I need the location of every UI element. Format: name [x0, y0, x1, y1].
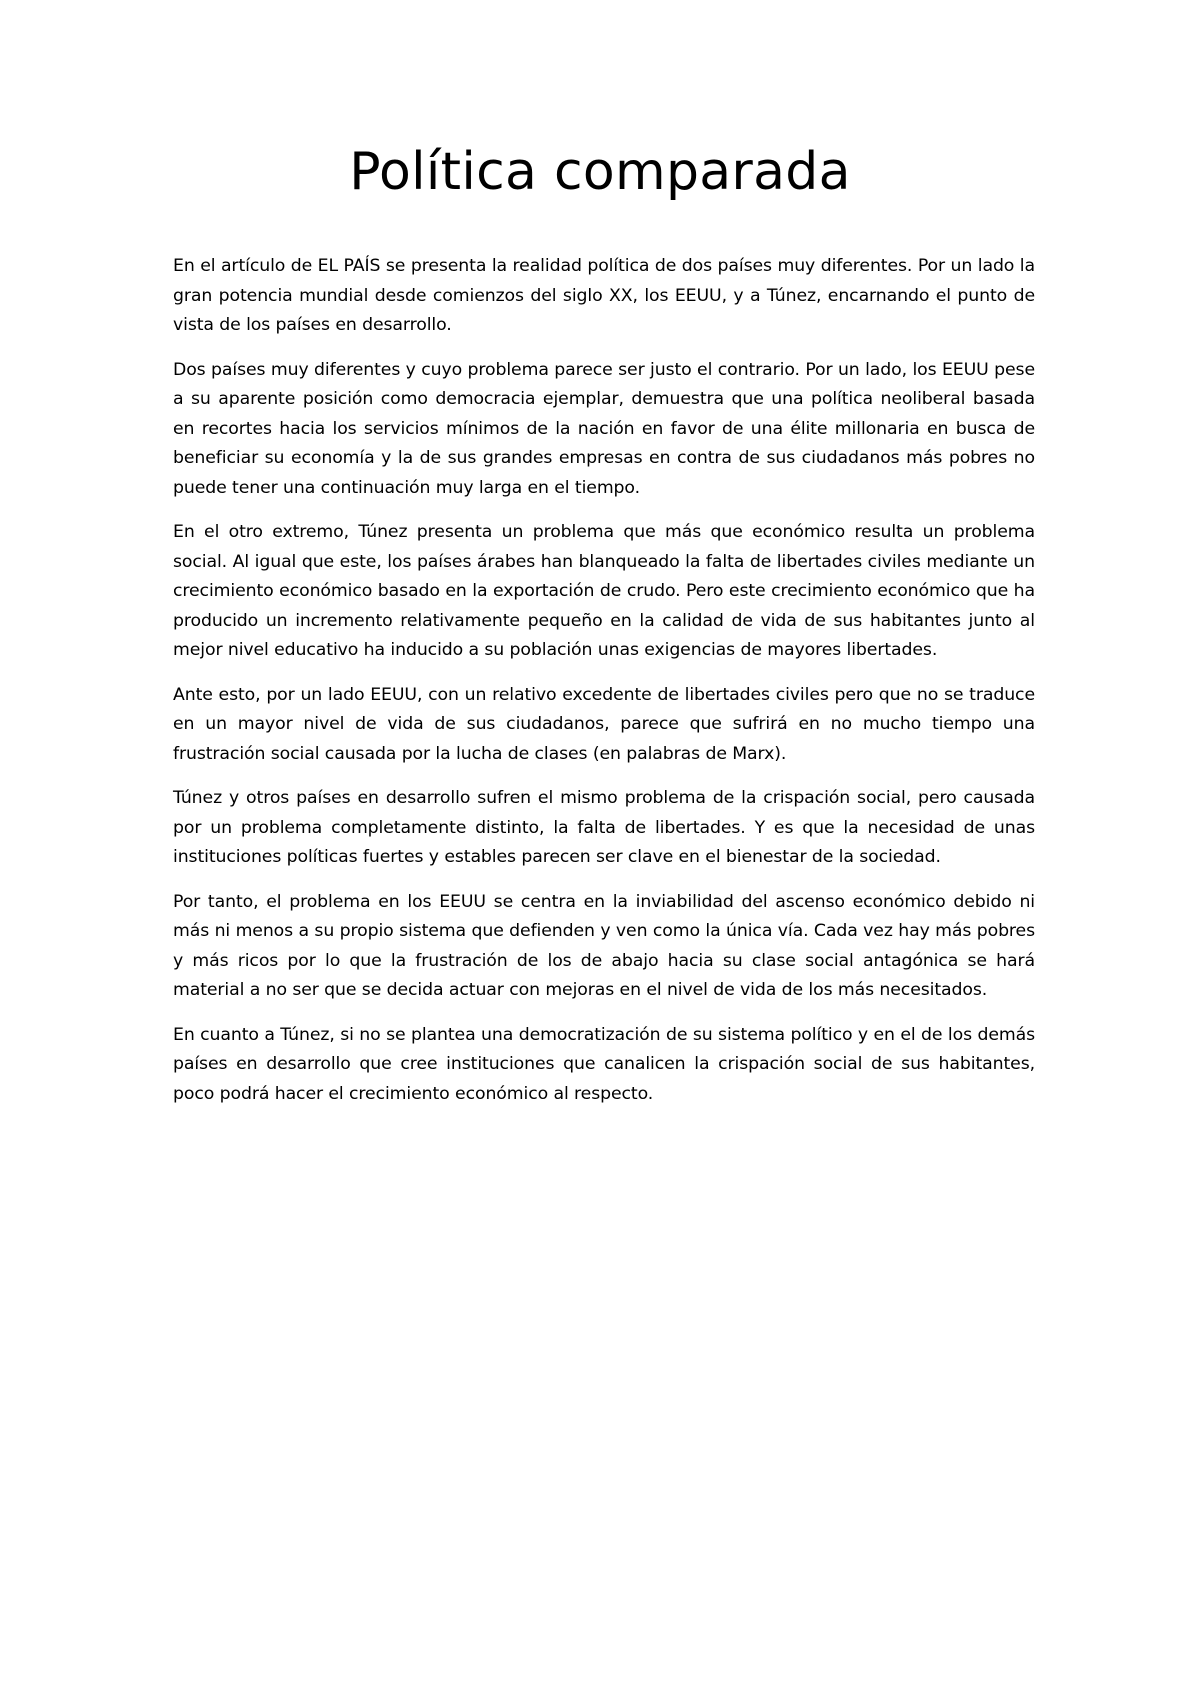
document-body — [173, 252, 1035, 1124]
paragraph-tunisia-problem: En el otro extremo, Túnez presenta un problema que más que económico resulta un problema social. Al igual que este, los países árabes han blanqueado la falta de libertades civiles mediante un crecimiento económico basado en la exportación de crudo. Pero este crecimiento económico que ha producido un incremento relativamente pequeño en la calidad de vida de sus habitantes junto al mejor nivel educativo ha inducido a su población unas exigencias de mayores libertades. — [173, 522, 1035, 660]
paragraph-usa-problem: Dos países muy diferentes y cuyo problema parece ser justo el contrario. Por un lado, los EEUU pese a su aparente posición como democracia ejemplar, demuestra que una política neoliberal basada en recortes hacia los servicios mínimos de la nación en favor de una élite millonaria en busca de beneficiar su economía y la de sus grandes empresas en contra de sus ciudadanos más pobres no puede tener una continuación muy larga en el tiempo. — [173, 359, 1035, 498]
paragraph-intro: En el artículo de EL PAÍS se presenta la realidad política de dos países muy diferentes. Por un lado la gran potencia mundial desde comienzos del siglo XX, los EEUU, y a Túnez, encarnando el punto de vista de los países en desarrollo. — [173, 256, 1035, 335]
paragraph-conclusion-tunisia: En cuanto a Túnez, si no se plantea una democratización de su sistema político y en el de los demás países en desarrollo que cree instituciones que canalicen la crispación social de sus habitantes, poco podrá hacer el crecimiento económico al respecto. — [173, 1024, 1035, 1104]
paragraph-usa-frustration: Ante esto, por un lado EEUU, con un relativo excedente de libertades civiles pero que no se traduce en un mayor nivel de vida de sus ciudadanos, parece que sufrirá en no mucho tiempo una frustración social causada por la lucha de clases (en palabras de Marx). — [173, 684, 1035, 764]
paragraph-tunisia-crispation: Túnez y otros países en desarrollo sufren el mismo problema de la crispación social, pero causada por un problema completamente distinto, la falta de libertades. Y es que la necesidad de unas instituciones políticas fuertes y estables parecen ser clave en el bienestar de la sociedad. — [173, 788, 1035, 867]
paragraph-conclusion-usa: Por tanto, el problema en los EEUU se centra en la inviabilidad del ascenso económico debido ni más ni menos a su propio sistema que defienden y ven como la única vía. Cada vez hay más pobres y más ricos por lo que la frustración de los de abajo hacia su clase social antagónica se hará material a no ser que se decida actuar con mejoras en el nivel de vida de los más necesitados. — [173, 891, 1035, 1000]
document-title: Política comparada — [349, 142, 851, 202]
